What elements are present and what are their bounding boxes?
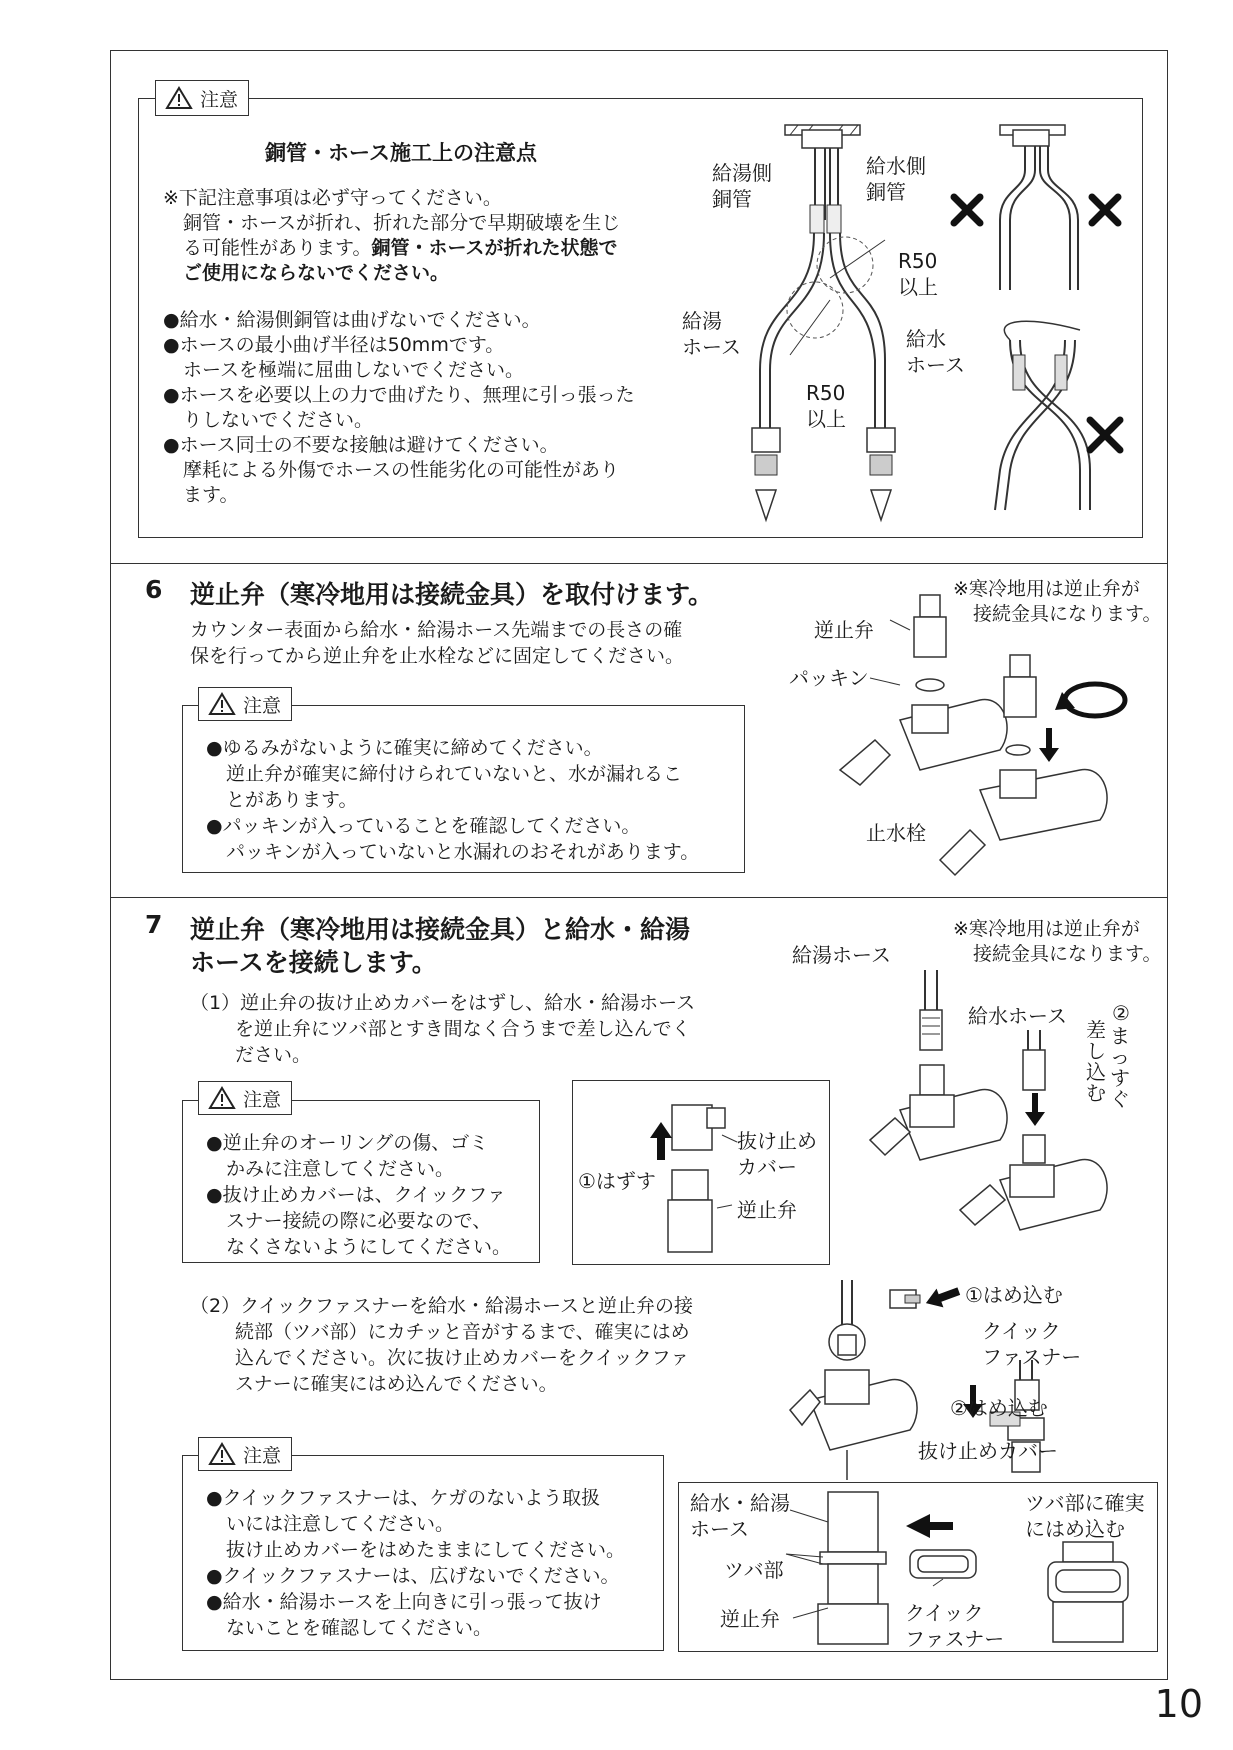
caution-label: 注意 <box>243 694 282 717</box>
label-r50: 以上 <box>806 407 846 431</box>
label-cover: 抜け止め <box>737 1129 817 1153</box>
label-cold-hose: 給水ホース <box>968 1004 1067 1028</box>
label-valve: 逆止弁 <box>720 1607 780 1631</box>
x-mark-icon <box>954 197 1118 223</box>
step7-sub2: 続部（ツバ部）にカチッと音がするまで、確実にはめ <box>235 1321 690 1343</box>
label-straight-num: ② <box>1112 1001 1130 1025</box>
label-valve: 逆止弁 <box>737 1198 797 1222</box>
label-valve: 逆止弁 <box>814 618 874 642</box>
caution-item: とがあります。 <box>226 789 358 811</box>
caution-item: ないことを確認してください。 <box>226 1617 493 1639</box>
label-cold-copper: 給水側 <box>866 154 926 178</box>
bullet: ホースを極端に屈曲しないでください。 <box>183 359 525 381</box>
label-straight: まっすぐ <box>1110 1024 1130 1111</box>
bullet: ます。 <box>183 484 239 506</box>
step6-note: 接続金具になります。 <box>973 603 1162 625</box>
step7-sub1: ださい。 <box>235 1044 312 1066</box>
step6-note: ※寒冷地用は逆止弁が <box>953 578 1140 600</box>
label-cold-hose: ホース <box>906 353 965 377</box>
section-divider <box>110 563 1168 564</box>
top-title: 銅管・ホース施工上の注意点 <box>265 141 537 165</box>
caution-item: 抜け止めカバーをはめたままにしてください。 <box>226 1539 626 1561</box>
caution-item: ●パッキンが入っていることを確認してください。 <box>206 815 641 837</box>
warning-icon <box>209 1443 235 1465</box>
caution-item: ●給水・給湯ホースを上向きに引っ張って抜け <box>206 1591 602 1613</box>
step6-title: 逆止弁（寒冷地用は接続金具）を取付けます。 <box>190 580 714 609</box>
label-quick-fastener: クイック <box>982 1319 1061 1343</box>
step6-desc: 保を行ってから逆止弁を止水栓などに固定してください。 <box>190 645 685 667</box>
notice-line: る可能性があります。銅管・ホースが折れた状態で <box>183 237 618 259</box>
step7-title: 逆止弁（寒冷地用は接続金具）と給水・給湯 <box>190 915 691 944</box>
bullet: ●給水・給湯側銅管は曲げないでください。 <box>163 309 541 331</box>
step7-sub1: （1）逆止弁の抜け止めカバーをはずし、給水・給湯ホース <box>190 992 696 1014</box>
caution-item: ●抜け止めカバーは、クイックファ <box>206 1184 506 1206</box>
section-divider <box>110 897 1168 898</box>
x-mark-icon <box>1090 420 1120 450</box>
step6-diagram <box>830 590 1150 880</box>
step7-sub2: スナーに確実にはめ込んでください。 <box>235 1373 558 1395</box>
label-hot-hose: 給湯 <box>682 309 722 333</box>
label-quick-fastener: ファスナー <box>905 1627 1005 1651</box>
caution-item: かみに注意してください。 <box>226 1158 455 1180</box>
caution-item: ●ゆるみがないように確実に締めてください。 <box>206 737 603 759</box>
bullet: 摩耗による外傷でホースの性能劣化の可能性があり <box>183 459 620 481</box>
label-collar: ツバ部 <box>724 1558 784 1582</box>
label-cover: カバー <box>737 1155 797 1179</box>
label-fit1: ①はめ込む <box>965 1283 1063 1307</box>
label-packing: パッキン <box>789 666 869 690</box>
label-r50: R50 <box>898 249 938 273</box>
caution-item: 逆止弁が確実に締付けられていないと、水が漏れるこ <box>226 763 683 785</box>
label-quick-fastener: クイック <box>905 1601 984 1625</box>
warning-icon <box>166 87 192 109</box>
bullet: りしないでください。 <box>183 409 374 431</box>
notice-line: 銅管・ホースが折れ、折れた部分で早期破壊を生じ <box>183 212 621 234</box>
bullet: ●ホース同士の不要な接触は避けてください。 <box>163 434 559 456</box>
label-fit-surely: にはめ込む <box>1025 1517 1125 1541</box>
bullet: ●ホースの最小曲げ半径は50mmです。 <box>163 334 505 356</box>
step7-sub2: （2）クイックファスナーを給水・給湯ホースと逆止弁の接 <box>190 1295 694 1317</box>
page-number: 10 <box>1154 1682 1203 1726</box>
step7-note: 接続金具になります。 <box>973 943 1162 965</box>
label-hot-copper: 銅管 <box>712 187 752 211</box>
warning-icon <box>209 1087 235 1109</box>
notice-line-bold: ご使用にならないでください。 <box>183 262 450 284</box>
label-straight-insert: 差し込む <box>1086 1018 1106 1105</box>
caution-item: ●逆止弁のオーリングの傷、ゴミ <box>206 1132 489 1154</box>
caution-tag <box>198 687 292 721</box>
label-r50: R50 <box>806 381 846 405</box>
step7-note: ※寒冷地用は逆止弁が <box>953 918 1140 940</box>
caution-item: ●クイックファスナーは、ケガのないよう取扱 <box>206 1487 601 1509</box>
caution-label: 注意 <box>243 1444 282 1467</box>
caution-tag <box>155 80 249 116</box>
caution-item: スナー接続の際に必要なので、 <box>226 1210 492 1232</box>
label-hot-copper: 給湯側 <box>712 161 772 185</box>
caution-item: いには注意してください。 <box>226 1513 455 1535</box>
label-r50: 以上 <box>898 275 938 299</box>
label-hose: 給水・給湯 <box>690 1491 790 1515</box>
label-cold-hose: 給水 <box>906 327 946 351</box>
label-fit-surely: ツバ部に確実 <box>1025 1491 1145 1515</box>
step6-desc: カウンター表面から給水・給湯ホース先端までの長さの確 <box>190 619 683 641</box>
label-stopcock: 止水栓 <box>866 821 926 845</box>
label-cold-copper: 銅管 <box>866 180 906 204</box>
caution-label: 注意 <box>243 1088 282 1111</box>
caution-label: 注意 <box>200 88 239 111</box>
notice-line: ※下記注意事項は必ず守ってください。 <box>163 187 502 209</box>
caution-tag <box>198 1437 292 1471</box>
label-fit2: ②はめ込む <box>950 1396 1048 1420</box>
bullet: ●ホースを必要以上の力で曲げたり、無理に引っ張った <box>163 384 635 406</box>
step7-title: ホースを接続します。 <box>190 948 437 977</box>
caution-item: ●クイックファスナーは、広げないでください。 <box>206 1565 620 1587</box>
caution-item: パッキンが入っていないと水漏れのおそれがあります。 <box>226 841 700 863</box>
label-quick-fastener: ファスナー <box>982 1345 1082 1369</box>
caution-item: なくさないようにしてください。 <box>226 1236 512 1258</box>
label-cover: 抜け止めカバー <box>918 1439 1058 1463</box>
step7-number: 7 <box>145 910 163 939</box>
label-hot-hose: ホース <box>682 335 741 359</box>
step7-sub2: 込んでください。次に抜け止めカバーをクイックファ <box>235 1347 690 1369</box>
label-hot-hose: 給湯ホース <box>792 943 891 967</box>
label-hose: ホース <box>690 1517 749 1541</box>
warning-icon <box>209 693 235 715</box>
step7-connect-diagram <box>850 960 1150 1260</box>
label-remove: ①はずす <box>578 1169 656 1193</box>
caution-tag <box>198 1081 292 1115</box>
step7-sub1: を逆止弁にツバ部とすき間なく合うまで差し込んでく <box>235 1018 691 1040</box>
step6-number: 6 <box>145 575 163 604</box>
